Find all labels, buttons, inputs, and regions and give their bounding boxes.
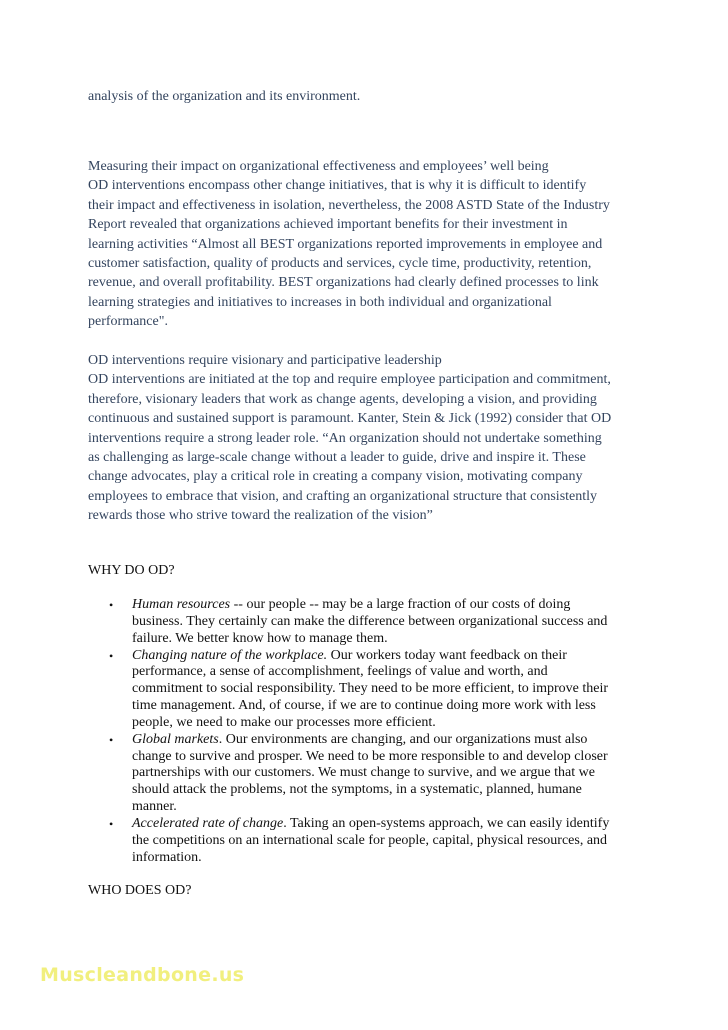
- text-line: change advocates, play a critical role in creating a company vision, motivating company: [88, 469, 583, 485]
- who-does-od-heading: WHO DOES OD?: [88, 883, 192, 898]
- text-line: therefore, visionary leaders that work as change agents, developing a vision, and providing: [88, 391, 597, 407]
- list-item-text: commitment to social responsibility. They need to be more efficient, to improve their: [132, 681, 609, 697]
- text-line: revenue, and overall profitability. BEST organizations had clearly defined processes to link: [88, 275, 599, 291]
- list-item-text: time management. And, of course, if we are to continue doing more work with less: [132, 698, 596, 714]
- text-line: Report revealed that organizations achieved important benefits for their investment in: [88, 217, 568, 233]
- list-item-term: Global markets: [132, 731, 219, 747]
- list-item-text: performance, a sense of accomplishment, feelings of value and worth, and: [132, 664, 548, 680]
- watermark-text: Muscleandbone.us: [40, 964, 245, 986]
- list-item-term: Changing nature of the workplace.: [132, 647, 328, 663]
- text-line: OD interventions encompass other change initiatives, that is why it is difficult to identify: [88, 178, 587, 194]
- list-item: [88, 732, 648, 816]
- bullet-icon: •: [109, 598, 114, 612]
- list-item: [88, 816, 648, 867]
- bullet-icon: •: [109, 648, 114, 663]
- section-heading: Measuring their impact on organizational effectiveness and employees’ well being: [88, 159, 549, 174]
- text-line: learning strategies and initiatives to increases in both individual and organizational: [88, 294, 552, 310]
- list-item-text: . Our environments are changing, and our organizations must also: [218, 731, 588, 747]
- impact-paragraph: [88, 157, 648, 332]
- text-line: rewards those who strive toward the realization of the vision”: [88, 508, 433, 524]
- list-item-text: the competitions on an international scale for people, capital, physical resources, and: [132, 832, 608, 848]
- list-item-text: partnerships with our customers. We must change to survive, and we argue that we: [132, 765, 595, 781]
- intro-line: [88, 87, 648, 106]
- list-item-term: Accelerated rate of change: [132, 815, 284, 831]
- list-item-text: failure. We better know how to manage them.: [132, 630, 388, 646]
- list-item-text: -- our people -- may be a large fraction of our costs of doing: [230, 597, 571, 612]
- text-line: continuous and sustained support is paramount. Kanter, Stein & Jick (1992) consider that OD: [88, 411, 612, 427]
- list-item-text: people, we need to make our processes more efficient.: [132, 714, 436, 730]
- bullet-icon: •: [109, 732, 114, 747]
- text-line: learning activities “Almost all BEST organizations reported improvements in employee and: [88, 236, 603, 252]
- bullet-icon: •: [109, 816, 114, 831]
- text-line: performance".: [88, 314, 168, 330]
- why-do-od-heading: WHY DO OD?: [88, 563, 175, 578]
- text-line: employees to embrace that vision, and crafting an organizational structure that consistently: [88, 488, 598, 504]
- list-item-text: should attack the problems, not the symptoms, in a systematic, planned, humane: [132, 782, 582, 798]
- reasons-list: [88, 597, 648, 867]
- text-line: OD interventions are initiated at the top and require employee participation and commitment,: [88, 372, 611, 388]
- text-line: as challenging as large-scale change without a leader to guide, drive and inspire it. These: [88, 450, 586, 466]
- list-item-term: Human resources: [132, 597, 231, 612]
- list-item-text: Our workers today want feedback on their: [327, 647, 567, 663]
- list-item-text: information.: [132, 849, 202, 865]
- list-item: [88, 648, 648, 732]
- text-line: customer satisfaction, quality of products and services, cycle time, productivity, retention,: [88, 256, 592, 272]
- list-item: [88, 597, 648, 648]
- list-item-text: manner.: [132, 799, 177, 815]
- leadership-paragraph: [88, 351, 648, 526]
- text-line: analysis of the organization and its environment.: [88, 89, 361, 104]
- list-item-text: . Taking an open-systems approach, we can easily identify: [283, 815, 610, 831]
- list-item-text: business. They certainly can make the difference between organizational success and: [132, 613, 608, 629]
- section-heading: OD interventions require visionary and participative leadership: [88, 353, 442, 368]
- list-item-text: change to survive and prosper. We need to be more responsible to and develop closer: [132, 748, 608, 764]
- text-line: interventions require a strong leader role. “An organization should not undertake something: [88, 430, 602, 446]
- text-line: their impact and effectiveness in isolation, nevertheless, the 2008 ASTD State of the Industry: [88, 197, 610, 213]
